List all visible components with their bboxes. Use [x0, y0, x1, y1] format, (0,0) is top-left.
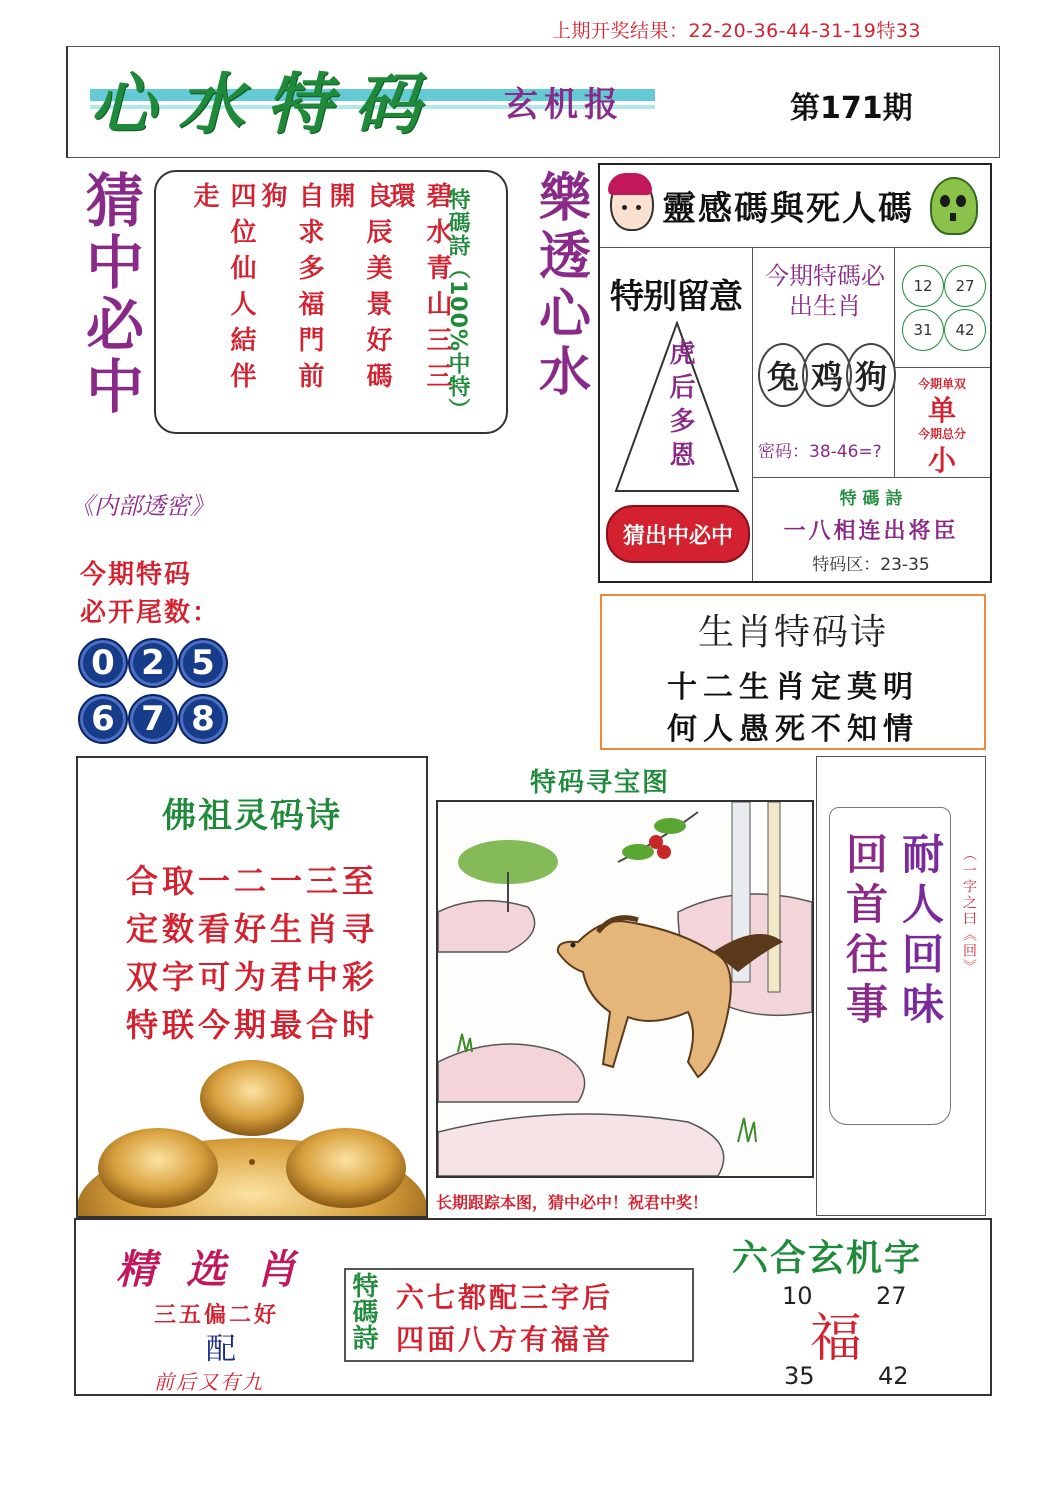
bottom-poem-box [344, 1268, 694, 1362]
scroll-note: （一字之曰《回》 [961, 847, 977, 975]
ling-gan-title: 靈感碼與死人碼 [662, 189, 914, 229]
mystic-fu-character: 福 [810, 1309, 863, 1369]
buddha-poem-box [76, 756, 428, 1218]
ling-gan-poem-row [752, 477, 990, 582]
big-small-value: 小 [927, 444, 956, 477]
number-col [894, 247, 990, 368]
guess-badge [606, 505, 750, 563]
bottom-box [74, 1218, 992, 1396]
buddha-poem-line3: 双字可为君中彩 [125, 958, 378, 996]
paper-title: 心水特码 [90, 65, 442, 143]
zodiac-poem-box [600, 594, 986, 750]
scroll-col-1: 回首往事 [840, 832, 889, 1032]
issue-number: 第171期 [790, 91, 913, 126]
special-notice-col [600, 247, 753, 581]
num-circle-1: 12 [902, 265, 944, 307]
treasure-map-caption: 长期跟踪本图，猜中必中！祝君中奖！ [436, 1193, 709, 1212]
zodiac-dog: 狗 [846, 343, 896, 407]
guess-badge-text: 猜出中必中 [622, 523, 733, 549]
odd-even-value: 单 [927, 394, 956, 427]
header-box [66, 46, 1000, 158]
ling-gan-poem-text: 一八相连出将臣 [783, 519, 959, 544]
poem-col-2: 自求多福門前狗 [257, 182, 324, 398]
buddha-poem-line4: 特联今期最合时 [125, 1006, 378, 1044]
inside-secret-title: 《内部透密》 [70, 492, 214, 520]
last-result: 上期开奖结果：22-20-36-44-31-19特33 [552, 20, 922, 42]
treasure-map-frame [436, 800, 814, 1178]
right-vertical-text: 樂透心水 [529, 170, 591, 402]
secret-code: 密码：38-46=? [758, 442, 882, 462]
girl-face-icon [610, 177, 654, 231]
odd-even-label: 今期单双 [917, 377, 966, 391]
this-period-label: 今期特碼必出生肖 [765, 262, 885, 320]
jing-xuan-text: 精选肖 [116, 1246, 326, 1293]
poem-col-4: 碧水青山三三環 [385, 182, 452, 398]
poem-grid-label: 特碼詩（100%中特） [445, 188, 470, 421]
mystic-corner-tl: 10 [782, 1282, 813, 1310]
paper-subtitle: 玄机报 [504, 85, 624, 125]
tail-digit-6: 8 [178, 694, 228, 744]
mystic-corner-br: 42 [878, 1362, 909, 1390]
mystic-title: 六合玄机字 [732, 1238, 923, 1279]
buddha-poem-line2: 定数看好生肖寻 [125, 910, 378, 948]
tail-label-2: 必开尾数： [80, 598, 221, 628]
buddha-statue-image [78, 1058, 426, 1218]
this-period-col [752, 247, 895, 477]
zodiac-poem-title: 生肖特码诗 [697, 612, 888, 653]
tail-digit-1: 0 [78, 638, 128, 688]
scroll-col-2: 耐人回味 [896, 832, 945, 1032]
bottom-poem-label: 特碼詩 [348, 1272, 378, 1350]
num-circle-2: 27 [944, 265, 986, 307]
bottom-poem-line1: 六七都配三字后 [396, 1281, 614, 1314]
left-vertical-text: 猜中必中 [76, 170, 144, 418]
poem-grid-box [154, 170, 508, 434]
mystic-corner-bl: 35 [784, 1362, 815, 1390]
buddha-poem-line1: 合取一二一三至 [125, 862, 378, 900]
tail-label-1: 今期特码 [80, 560, 193, 590]
ling-gan-panel [598, 163, 992, 583]
scroll-outer-box [816, 756, 986, 1216]
odd-even-col [894, 367, 990, 477]
ling-gan-poem-label: 特 碼 詩 [839, 489, 903, 509]
right-vertical-slogan [530, 170, 590, 402]
zodiac-rabbit: 兔 [758, 343, 808, 407]
zone-range: 特码区：23-35 [812, 555, 930, 575]
tail-digit-3: 5 [178, 638, 228, 688]
big-small-label: 今期总分 [917, 427, 966, 441]
left-vertical-slogan [78, 170, 142, 418]
zodiac-rooster: 鸡 [802, 343, 852, 407]
skull-icon [930, 177, 978, 235]
tail-digit-5: 7 [128, 694, 178, 744]
buddha-poem-title: 佛祖灵码诗 [162, 796, 342, 836]
horse-illustration [438, 802, 812, 1176]
bottom-poem-line2: 四面八方有福音 [396, 1323, 614, 1356]
mystic-corner-tr: 27 [876, 1282, 907, 1310]
num-circle-4: 42 [944, 309, 986, 351]
special-notice: 特别留意 [610, 277, 742, 317]
num-circle-3: 31 [902, 309, 944, 351]
scroll-banner [829, 807, 951, 1125]
zodiac-poem-line2: 何人愚死不知情 [667, 712, 919, 747]
jing-xuan-line1: 三五偏二好 [154, 1303, 280, 1328]
poem-col-3: 良辰美景好碼開 [325, 182, 392, 398]
jing-xuan-line2: 前后又有九 [154, 1370, 264, 1394]
treasure-map-title: 特码寻宝图 [530, 768, 671, 798]
poem-col-1: 四位仙人結伴走 [189, 182, 256, 398]
tail-digit-2: 2 [128, 638, 178, 688]
jing-xuan-pei: 配 [206, 1332, 236, 1367]
jing-xuan-title [116, 1238, 326, 1295]
zodiac-poem-line1: 十二生肖定莫明 [667, 670, 919, 705]
tail-digit-4: 6 [78, 694, 128, 744]
ling-gan-title-bar [600, 165, 990, 248]
triangle-text: 虎后多恩 [665, 339, 695, 475]
